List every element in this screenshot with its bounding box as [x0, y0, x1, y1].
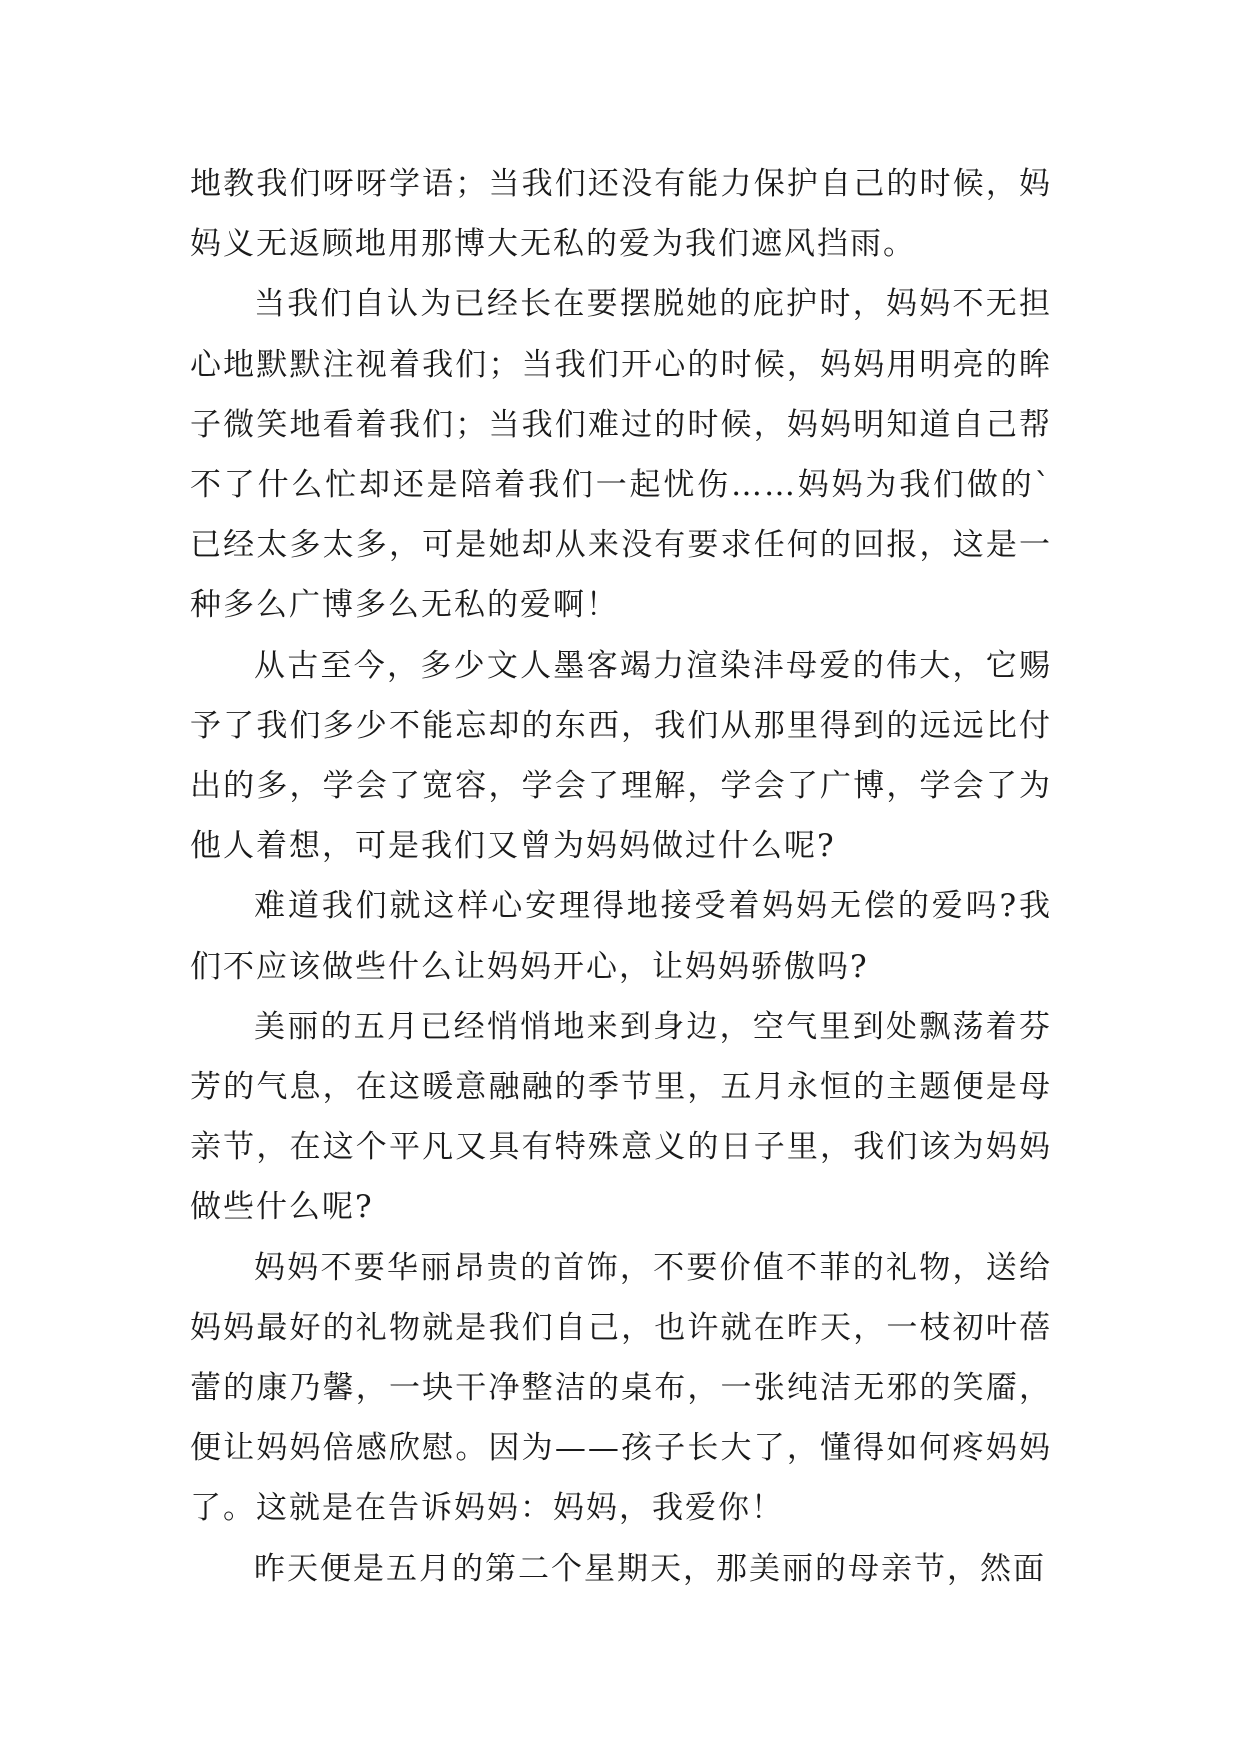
document-body	[190, 154, 1052, 1599]
paragraph-6: 妈妈不要华丽昂贵的首饰，不要价值不菲的礼物，送给妈妈最好的礼物就是我们自己，也许就在昨天，一枝初叶蓓蕾的康乃馨，一块干净整洁的桌布，一张纯洁无邪的笑靥，便让妈妈倍感欣慰。因为——孩子长大了，懂得如何疼妈妈了。这就是在告诉妈妈：妈妈，我爱你！	[190, 1249, 1052, 1527]
paragraph-4: 难道我们就这样心安理得地接受着妈妈无偿的爱吗?我们不应该做些什么让妈妈开心，让妈妈骄傲吗?	[190, 888, 1052, 985]
paragraph-2: 当我们自认为已经长在要摆脱她的庇护时，妈妈不无担心地默默注视着我们；当我们开心的时候，妈妈用明亮的眸子微笑地看着我们；当我们难过的时候，妈妈明知道自己帮不了什么忙却还是陪着我们一起忧伤……妈妈为我们做的`已经太多太多，可是她却从来没有要求任何的回报，这是一种多么广博多么无私的爱啊！	[190, 286, 1052, 624]
paragraph-7: 昨天便是五月的第二个星期天，那美丽的母亲节，然面	[254, 1550, 1046, 1587]
paragraph-1: 地教我们呀呀学语；当我们还没有能力保护自己的时候，妈妈义无返顾地用那博大无私的爱为我们遮风挡雨。	[190, 166, 1052, 263]
paragraph-5: 美丽的五月已经悄悄地来到身边，空气里到处飘荡着芬芳的气息，在这暖意融融的季节里，五月永恒的主题便是母亲节，在这个平凡又具有特殊意义的日子里，我们该为妈妈做些什么呢?	[190, 1008, 1052, 1226]
paragraph-3: 从古至今，多少文人墨客竭力渲染沣母爱的伟大，它赐予了我们多少不能忘却的东西，我们从那里得到的远远比付出的多，学会了宽容，学会了理解，学会了广博，学会了为他人着想，可是我们又曾为妈妈做过什么呢?	[190, 647, 1052, 865]
